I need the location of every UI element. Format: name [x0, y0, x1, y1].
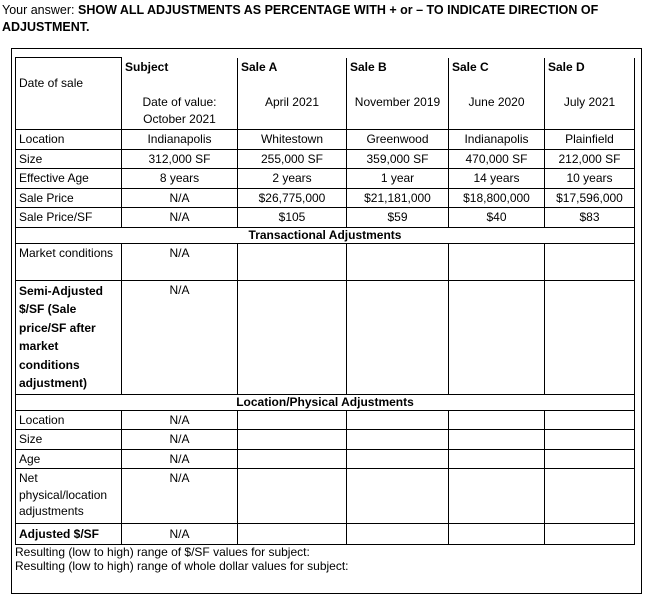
- sale-a-date: April 2021: [238, 93, 347, 130]
- net-adjustments-row: [16, 469, 635, 524]
- row-label: Age: [16, 449, 122, 469]
- semi-adjusted-row: [16, 280, 635, 394]
- subject-cell: N/A: [122, 524, 238, 545]
- subject-date: Date of value: October 2021: [122, 93, 238, 130]
- sale-b-input-cell[interactable]: [347, 243, 449, 280]
- sale-d-input-cell[interactable]: [545, 449, 635, 469]
- date-of-sale-label: Date of sale: [16, 58, 122, 130]
- cell-value: N/A: [122, 208, 238, 228]
- sale-c-input-cell[interactable]: [449, 243, 545, 280]
- cell-value: 212,000 SF: [545, 149, 635, 169]
- sale-b-input-cell[interactable]: [347, 524, 449, 545]
- cell-value: $105: [238, 208, 347, 228]
- adjustment-grid: [15, 57, 635, 545]
- sale-b-input-cell[interactable]: [347, 280, 449, 394]
- cell-value: Plainfield: [545, 130, 635, 150]
- sale-a-input-cell[interactable]: [238, 410, 347, 430]
- sale-b-date: November 2019: [347, 93, 449, 130]
- column-header-subject: Subject: [122, 58, 238, 94]
- cell-value: Indianapolis: [122, 130, 238, 150]
- instructions-prefix: Your answer:: [2, 3, 78, 17]
- cell-value: $40: [449, 208, 545, 228]
- sale-b-input-cell[interactable]: [347, 410, 449, 430]
- sale-c-input-cell[interactable]: [449, 430, 545, 450]
- sale-price-row: [16, 188, 635, 208]
- row-label: Location: [16, 410, 122, 430]
- location-row: [16, 130, 635, 150]
- row-label: Adjusted $/SF: [16, 524, 122, 545]
- row-label: Net physical/location adjustments: [16, 469, 122, 524]
- cell-value: $18,800,000: [449, 188, 545, 208]
- sale-a-input-cell[interactable]: [238, 430, 347, 450]
- subject-cell: N/A: [122, 430, 238, 450]
- cell-value: $26,775,000: [238, 188, 347, 208]
- sale-a-input-cell[interactable]: [238, 280, 347, 394]
- row-label: Market conditions: [16, 243, 122, 280]
- sale-d-input-cell[interactable]: [545, 430, 635, 450]
- column-header-sale-b: Sale B: [347, 58, 449, 94]
- sale-c-input-cell[interactable]: [449, 449, 545, 469]
- instructions-emphasis: SHOW ALL ADJUSTMENTS AS PERCENTAGE WITH + or – TO INDICATE DIRECTION OF ADJUSTMENT.: [2, 3, 599, 34]
- cell-value: 8 years: [122, 169, 238, 189]
- sale-b-input-cell[interactable]: [347, 449, 449, 469]
- sale-d-input-cell[interactable]: [545, 280, 635, 394]
- adjusted-per-sf-row: [16, 524, 635, 545]
- column-header-sale-a: Sale A: [238, 58, 347, 94]
- adj-size-row: [16, 430, 635, 450]
- cell-value: $21,181,000: [347, 188, 449, 208]
- sale-d-date: July 2021: [545, 93, 635, 130]
- subject-cell: N/A: [122, 469, 238, 524]
- adj-location-row: [16, 410, 635, 430]
- cell-value: 1 year: [347, 169, 449, 189]
- sale-b-input-cell[interactable]: [347, 430, 449, 450]
- column-header-sale-d: Sale D: [545, 58, 635, 94]
- sale-c-input-cell[interactable]: [449, 524, 545, 545]
- cell-value: 2 years: [238, 169, 347, 189]
- physical-section-header: [16, 394, 635, 410]
- header-row: [16, 58, 635, 94]
- adj-age-row: [16, 449, 635, 469]
- row-label: Size: [16, 149, 122, 169]
- sale-c-input-cell[interactable]: [449, 469, 545, 524]
- cell-value: N/A: [122, 188, 238, 208]
- size-row: [16, 149, 635, 169]
- whole-dollar-range-prompt: Resulting (low to high) range of whole dollar values for subject:: [15, 559, 349, 573]
- cell-value: 470,000 SF: [449, 149, 545, 169]
- sale-d-input-cell[interactable]: [545, 243, 635, 280]
- column-header-sale-c: Sale C: [449, 58, 545, 94]
- effective-age-row: [16, 169, 635, 189]
- cell-value: $83: [545, 208, 635, 228]
- instructions: [2, 2, 642, 36]
- sale-price-per-sf-row: [16, 208, 635, 228]
- cell-value: Greenwood: [347, 130, 449, 150]
- per-sf-range-prompt: Resulting (low to high) range of $/SF values for subject:: [15, 545, 310, 559]
- sale-d-input-cell[interactable]: [545, 410, 635, 430]
- section-title: Transactional Adjustments: [16, 227, 635, 243]
- sale-d-input-cell[interactable]: [545, 524, 635, 545]
- sale-a-input-cell[interactable]: [238, 469, 347, 524]
- result-prompts: [15, 545, 349, 573]
- row-label: Semi-Adjusted $/SF (Sale price/SF after market conditions adjustment): [16, 280, 122, 394]
- sale-c-input-cell[interactable]: [449, 410, 545, 430]
- cell-value: 10 years: [545, 169, 635, 189]
- market-conditions-row: [16, 243, 635, 280]
- cell-value: Whitestown: [238, 130, 347, 150]
- subject-cell: N/A: [122, 449, 238, 469]
- cell-value: $17,596,000: [545, 188, 635, 208]
- subject-cell: N/A: [122, 410, 238, 430]
- sale-b-input-cell[interactable]: [347, 469, 449, 524]
- cell-value: Indianapolis: [449, 130, 545, 150]
- row-label: Effective Age: [16, 169, 122, 189]
- sale-a-input-cell[interactable]: [238, 524, 347, 545]
- sale-d-input-cell[interactable]: [545, 469, 635, 524]
- cell-value: 312,000 SF: [122, 149, 238, 169]
- subject-cell: N/A: [122, 280, 238, 394]
- sale-a-input-cell[interactable]: [238, 449, 347, 469]
- cell-value: 359,000 SF: [347, 149, 449, 169]
- sale-c-input-cell[interactable]: [449, 280, 545, 394]
- row-label: Sale Price/SF: [16, 208, 122, 228]
- sale-c-date: June 2020: [449, 93, 545, 130]
- cell-value: 14 years: [449, 169, 545, 189]
- row-label: Sale Price: [16, 188, 122, 208]
- row-label: Size: [16, 430, 122, 450]
- row-label: Location: [16, 130, 122, 150]
- sale-a-input-cell[interactable]: [238, 243, 347, 280]
- cell-value: 255,000 SF: [238, 149, 347, 169]
- subject-cell: N/A: [122, 243, 238, 280]
- section-title: Location/Physical Adjustments: [16, 394, 635, 410]
- cell-value: $59: [347, 208, 449, 228]
- transactional-section-header: [16, 227, 635, 243]
